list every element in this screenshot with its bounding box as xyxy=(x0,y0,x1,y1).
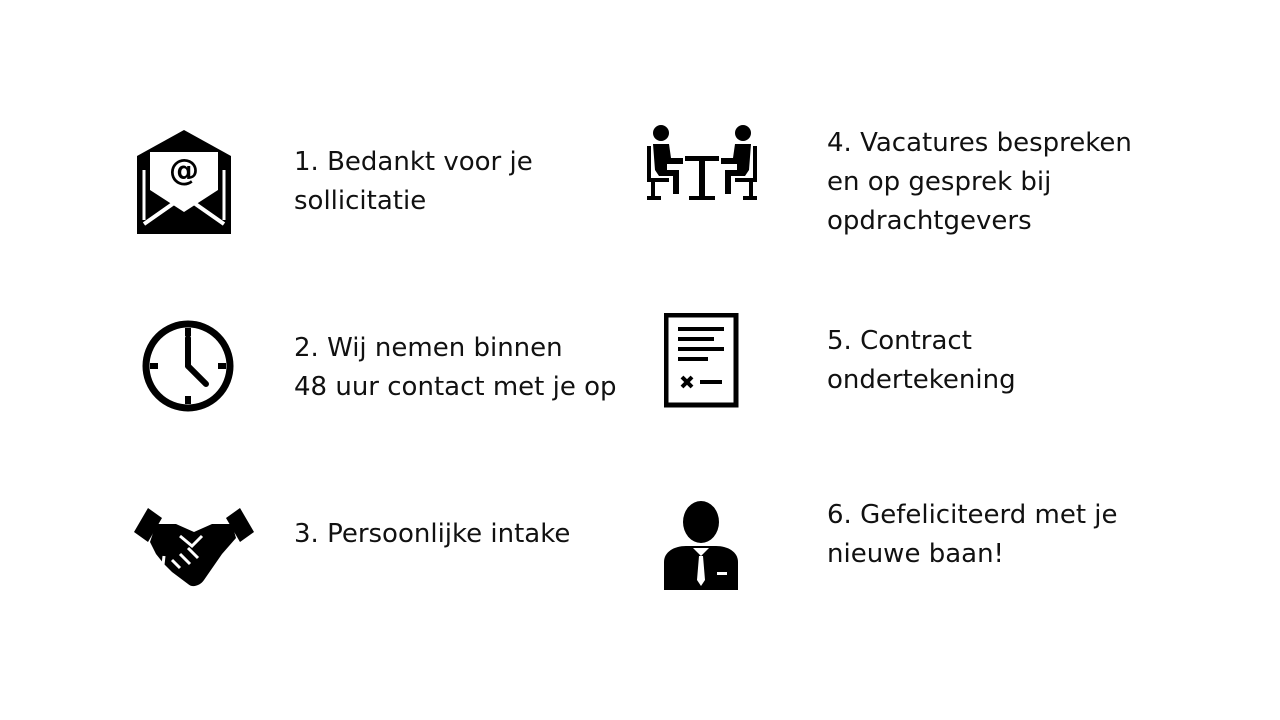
step-6-text xyxy=(827,496,1118,574)
step-5-line-2: ondertekening xyxy=(827,365,1016,395)
step-2-line-1: 2. Wij nemen binnen xyxy=(294,333,563,363)
step-4-text xyxy=(827,124,1132,241)
step-6-line-2: nieuwe baan! xyxy=(827,539,1004,569)
step-5-text xyxy=(827,322,1016,400)
step-1-line-2: sollicitatie xyxy=(294,186,427,216)
step-1-text xyxy=(294,143,533,221)
step-3-text xyxy=(294,515,570,554)
step-5-line-1: 5. Contract xyxy=(827,326,972,356)
meeting-table-icon xyxy=(645,124,759,202)
envelope-at-icon xyxy=(134,128,234,236)
contract-document-icon xyxy=(664,313,740,409)
step-4-line-2: en op gesprek bij xyxy=(827,167,1052,197)
step-2-text xyxy=(294,329,617,407)
businessman-icon xyxy=(662,500,740,592)
step-6-line-1: 6. Gefeliciteerd met je xyxy=(827,500,1118,530)
handshake-icon xyxy=(132,502,256,594)
step-4-line-3: opdrachtgevers xyxy=(827,206,1032,236)
step-4-line-1: 4. Vacatures bespreken xyxy=(827,128,1132,158)
step-3-line-1: 3. Persoonlijke intake xyxy=(294,519,571,549)
step-2-line-2: 48 uur contact met je op xyxy=(294,372,617,402)
clock-icon xyxy=(140,320,238,412)
step-1-line-1: 1. Bedankt voor je xyxy=(294,147,533,177)
svg-text:@: @ xyxy=(169,153,199,188)
